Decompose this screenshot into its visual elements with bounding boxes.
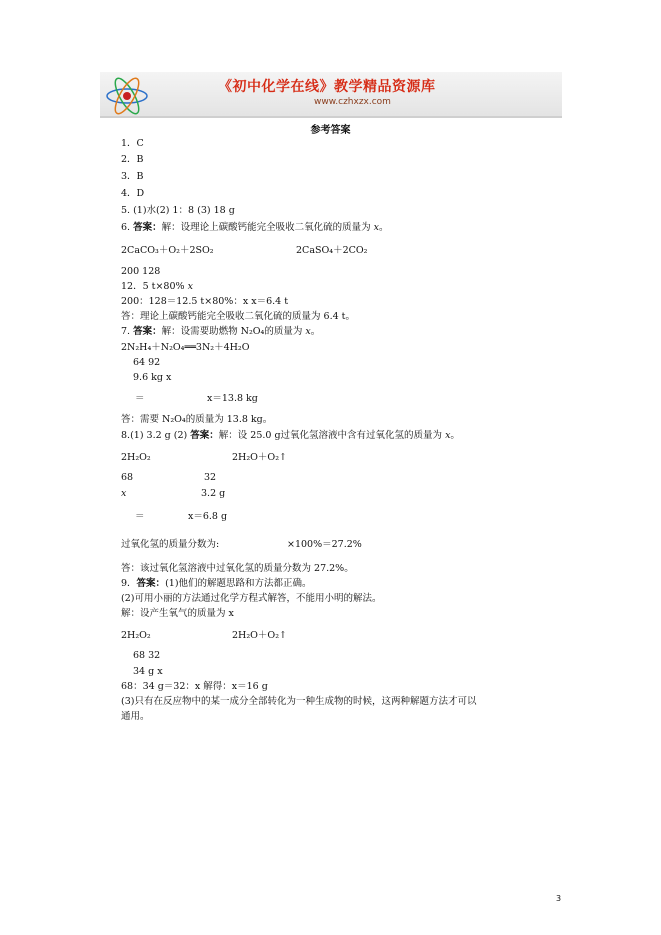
banner-url: www.czhxzx.com: [314, 97, 391, 107]
q8-frac-label: 过氧化氢的质量分数为:: [121, 539, 220, 550]
q6-answer-label: 答案：: [133, 222, 162, 233]
q9-p2: (2)可用小丽的方法通过化学方程式解答，不能用小明的解法。: [121, 593, 382, 604]
answer-3: 3．B: [121, 171, 144, 182]
resource-banner: [100, 72, 562, 118]
q8-intro: [121, 430, 460, 442]
q9-p1: (1)他们的解题思路和方法都正确。: [165, 578, 312, 589]
q8-ratio-68: 68: [121, 472, 134, 483]
q6-eq-left: 2CaCO₃＋O₂＋2SO₂: [121, 245, 214, 256]
q6-intro-text: 解：设理论上碳酸钙能完全吸收二氧化硫的质量为: [161, 222, 374, 233]
q6-given: 12．5 t×80%: [121, 281, 188, 292]
q6-var: x: [373, 222, 379, 233]
answer-4: 4．D: [121, 188, 145, 199]
q7-given: 9.6 kg x: [133, 372, 172, 383]
q9-calc: 68：34 g＝32：x 解得：x＝16 g: [121, 681, 268, 692]
q8-prefix: 8.(1) 3.2 g (2): [121, 430, 191, 441]
answer-1: 1．C: [121, 138, 144, 149]
q7-result: x＝13.8 kg: [207, 393, 258, 404]
atom-logo-icon: [102, 74, 152, 116]
q7-equation: 2N₂H₄＋N₂O₄══3N₂＋4H₂O: [121, 342, 250, 353]
q8-conclusion: 答：该过氧化氢溶液中过氧化氢的质量分数为 27.2%。: [121, 563, 354, 574]
answer-5: 5. (1)水(2) 1：8 (3) 18 g: [121, 205, 235, 216]
q9-line1: [121, 578, 312, 590]
q9-num: 9．: [121, 578, 137, 589]
q6-given-var: x: [187, 281, 193, 292]
q6-ratio: 200 128: [121, 266, 161, 277]
q8-frac-value: ×100%＝27.2%: [287, 539, 362, 550]
q6-intro: [121, 222, 389, 234]
q6-num: 6.: [121, 222, 134, 233]
q7-intro-text: 解：设需要助燃物 N₂O₄的质量为: [161, 326, 306, 337]
q9-answer-label: 答案：: [136, 578, 166, 589]
q8-given-32: 3.2 g: [201, 488, 226, 499]
q7-conclusion: 答：需要 N₂O₄的质量为 13.8 kg。: [121, 414, 273, 425]
q6-conclusion: 答：理论上碳酸钙能完全吸收二氧化硫的质量为 6.4 t。: [121, 311, 355, 322]
q8-eq-right: 2H₂O＋O₂↑: [232, 452, 287, 463]
banner-title: 《初中化学在线》教学精品资源库: [218, 79, 436, 95]
q9-p4b: 通用。: [121, 711, 150, 722]
q9-ratio: 68 32: [133, 650, 161, 661]
q8-intro-text: 解：设 25.0 g过氧化氢溶液中含有过氧化氢的质量为: [218, 430, 446, 441]
q8-result-eq: ＝: [135, 511, 145, 522]
q7-intro: [121, 326, 320, 338]
q9-eq-left: 2H₂O₂: [121, 630, 151, 641]
q7-end: 。: [310, 326, 321, 337]
q8-end: 。: [450, 430, 460, 441]
page-number: 3: [556, 894, 562, 903]
q7-answer-label: 答案：: [133, 326, 162, 337]
q9-eq-right: 2H₂O＋O₂↑: [232, 630, 287, 641]
q7-result-eq: ＝: [135, 393, 145, 404]
q8-x: x: [121, 488, 127, 499]
q7-ratio: 64 92: [133, 357, 161, 368]
banner-divider: [100, 116, 562, 118]
q9-given: 34 g x: [133, 666, 163, 677]
q8-var: x: [445, 430, 451, 441]
q8-eq-left: 2H₂O₂: [121, 452, 151, 463]
q7-var: x: [305, 326, 311, 337]
q6-given-line: [121, 281, 193, 293]
page-heading: 参考答案: [310, 125, 351, 136]
q9-p4a: (3)只有在反应物中的某一成分全部转化为一种生成物的时候，这两种解题方法才可以: [121, 696, 477, 707]
q9-p3: 解：设产生氧气的质量为 x: [121, 608, 234, 619]
answer-2: 2．B: [121, 154, 144, 165]
q7-num: 7.: [121, 326, 134, 337]
q8-answer-label: 答案：: [190, 430, 219, 441]
q8-result: x＝6.8 g: [188, 511, 228, 522]
q8-ratio-32: 32: [204, 472, 217, 483]
q6-calc: 200：128＝12.5 t×80%：x x＝6.4 t: [121, 296, 289, 307]
q6-end: 。: [379, 222, 389, 233]
q6-eq-right: 2CaSO₄＋2CO₂: [296, 245, 368, 256]
